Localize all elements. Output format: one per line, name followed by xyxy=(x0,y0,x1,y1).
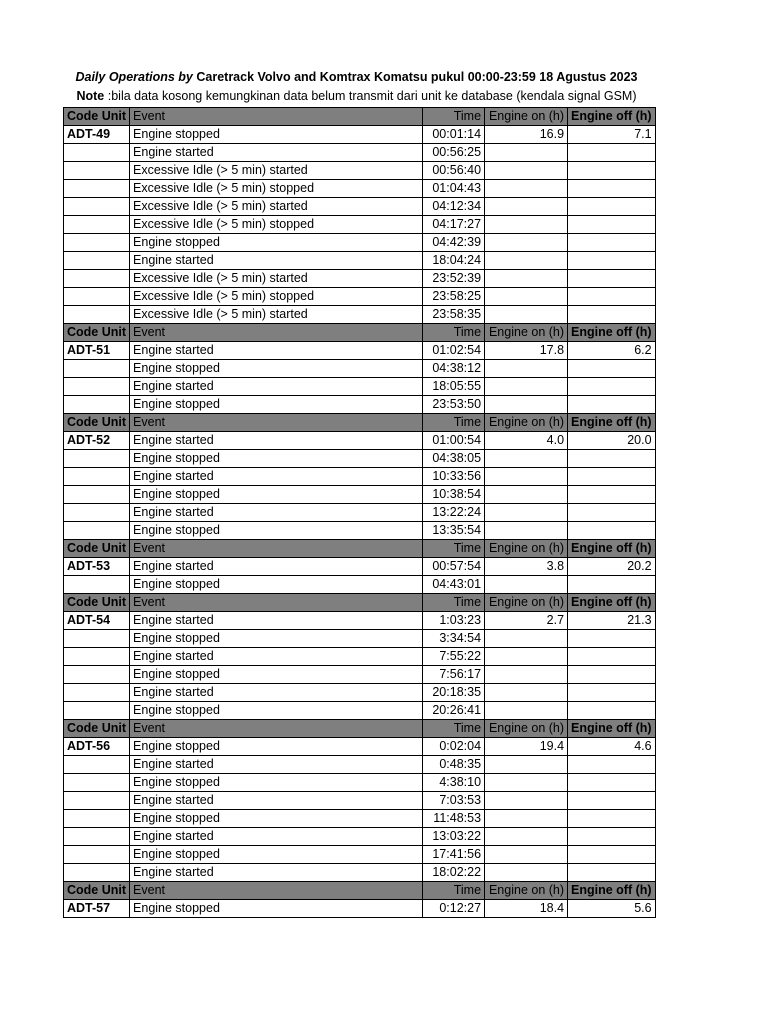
header-code-unit: Code Unit xyxy=(64,540,130,558)
engine-off-cell xyxy=(568,288,656,306)
unit-code-cell xyxy=(64,846,130,864)
event-cell: Excessive Idle (> 5 min) stopped xyxy=(130,216,423,234)
unit-code-cell xyxy=(64,666,130,684)
unit-header-row xyxy=(64,882,656,900)
unit-code-cell: ADT-54 xyxy=(64,612,130,630)
unit-code-cell xyxy=(64,630,130,648)
engine-on-cell xyxy=(485,468,568,486)
engine-on-cell xyxy=(485,756,568,774)
header-time: Time xyxy=(423,324,485,342)
engine-off-cell xyxy=(568,666,656,684)
event-cell: Excessive Idle (> 5 min) started xyxy=(130,270,423,288)
header-code-unit: Code Unit xyxy=(64,414,130,432)
event-cell: Engine started xyxy=(130,648,423,666)
engine-on-cell: 3.8 xyxy=(485,558,568,576)
event-cell: Engine stopped xyxy=(130,738,423,756)
event-row xyxy=(64,846,656,864)
engine-on-cell xyxy=(485,180,568,198)
event-cell: Engine stopped xyxy=(130,450,423,468)
engine-off-cell xyxy=(568,450,656,468)
event-row xyxy=(64,396,656,414)
event-cell: Engine stopped xyxy=(130,846,423,864)
unit-code-cell: ADT-49 xyxy=(64,126,130,144)
event-row xyxy=(64,180,656,198)
unit-code-cell xyxy=(64,450,130,468)
header-code-unit: Code Unit xyxy=(64,882,130,900)
engine-on-cell xyxy=(485,648,568,666)
engine-off-cell xyxy=(568,522,656,540)
engine-off-cell xyxy=(568,180,656,198)
time-cell: 00:56:25 xyxy=(423,144,485,162)
operations-table xyxy=(63,107,656,918)
event-cell: Engine started xyxy=(130,144,423,162)
engine-on-cell: 2.7 xyxy=(485,612,568,630)
unit-code-cell xyxy=(64,180,130,198)
event-row xyxy=(64,864,656,882)
engine-on-cell xyxy=(485,630,568,648)
event-row xyxy=(64,486,656,504)
time-cell: 04:17:27 xyxy=(423,216,485,234)
event-cell: Excessive Idle (> 5 min) started xyxy=(130,198,423,216)
time-cell: 01:04:43 xyxy=(423,180,485,198)
time-cell: 0:48:35 xyxy=(423,756,485,774)
header-engine-on: Engine on (h) xyxy=(485,414,568,432)
engine-off-cell xyxy=(568,630,656,648)
header-engine-on: Engine on (h) xyxy=(485,540,568,558)
event-row xyxy=(64,252,656,270)
engine-off-cell xyxy=(568,864,656,882)
engine-on-cell xyxy=(485,504,568,522)
engine-on-cell xyxy=(485,270,568,288)
header-code-unit: Code Unit xyxy=(64,594,130,612)
engine-off-cell xyxy=(568,252,656,270)
time-cell: 20:26:41 xyxy=(423,702,485,720)
time-cell: 23:58:35 xyxy=(423,306,485,324)
time-cell: 4:38:10 xyxy=(423,774,485,792)
time-cell: 13:03:22 xyxy=(423,828,485,846)
unit-code-cell xyxy=(64,396,130,414)
header-time: Time xyxy=(423,414,485,432)
engine-on-cell: 18.4 xyxy=(485,900,568,918)
engine-on-cell: 19.4 xyxy=(485,738,568,756)
event-row xyxy=(64,666,656,684)
time-cell: 04:43:01 xyxy=(423,576,485,594)
header-time: Time xyxy=(423,108,485,126)
unit-header-row xyxy=(64,324,656,342)
time-cell: 18:05:55 xyxy=(423,378,485,396)
engine-on-cell xyxy=(485,360,568,378)
engine-on-cell xyxy=(485,684,568,702)
time-cell: 04:38:05 xyxy=(423,450,485,468)
unit-header-row xyxy=(64,414,656,432)
header-event: Event xyxy=(130,594,423,612)
event-row xyxy=(64,126,656,144)
header-event: Event xyxy=(130,540,423,558)
event-row xyxy=(64,792,656,810)
engine-off-cell xyxy=(568,144,656,162)
unit-header-row xyxy=(64,540,656,558)
engine-on-cell xyxy=(485,450,568,468)
event-row xyxy=(64,684,656,702)
engine-on-cell xyxy=(485,864,568,882)
engine-on-cell xyxy=(485,378,568,396)
unit-code-cell xyxy=(64,756,130,774)
engine-on-cell xyxy=(485,162,568,180)
header-code-unit: Code Unit xyxy=(64,108,130,126)
time-cell: 11:48:53 xyxy=(423,810,485,828)
time-cell: 0:02:04 xyxy=(423,738,485,756)
time-cell: 3:34:54 xyxy=(423,630,485,648)
time-cell: 10:38:54 xyxy=(423,486,485,504)
header-event: Event xyxy=(130,324,423,342)
event-row xyxy=(64,468,656,486)
engine-off-cell xyxy=(568,648,656,666)
event-row xyxy=(64,378,656,396)
event-cell: Excessive Idle (> 5 min) stopped xyxy=(130,180,423,198)
engine-off-cell xyxy=(568,486,656,504)
engine-off-cell xyxy=(568,684,656,702)
engine-off-cell: 5.6 xyxy=(568,900,656,918)
event-cell: Engine stopped xyxy=(130,234,423,252)
time-cell: 00:56:40 xyxy=(423,162,485,180)
unit-code-cell xyxy=(64,684,130,702)
engine-off-cell xyxy=(568,360,656,378)
time-cell: 17:41:56 xyxy=(423,846,485,864)
engine-on-cell xyxy=(485,306,568,324)
event-cell: Engine started xyxy=(130,792,423,810)
time-cell: 18:04:24 xyxy=(423,252,485,270)
time-cell: 13:35:54 xyxy=(423,522,485,540)
event-row xyxy=(64,216,656,234)
engine-on-cell xyxy=(485,198,568,216)
time-cell: 18:02:22 xyxy=(423,864,485,882)
engine-on-cell xyxy=(485,576,568,594)
engine-off-cell xyxy=(568,756,656,774)
header-engine-on: Engine on (h) xyxy=(485,594,568,612)
event-cell: Engine stopped xyxy=(130,666,423,684)
unit-code-cell xyxy=(64,522,130,540)
time-cell: 1:03:23 xyxy=(423,612,485,630)
engine-off-cell: 4.6 xyxy=(568,738,656,756)
event-cell: Engine stopped xyxy=(130,900,423,918)
engine-on-cell xyxy=(485,396,568,414)
time-cell: 01:00:54 xyxy=(423,432,485,450)
engine-on-cell xyxy=(485,522,568,540)
event-row xyxy=(64,288,656,306)
header-engine-off: Engine off (h) xyxy=(568,324,656,342)
header-engine-off: Engine off (h) xyxy=(568,108,656,126)
engine-off-cell xyxy=(568,396,656,414)
engine-off-cell xyxy=(568,702,656,720)
unit-code-cell xyxy=(64,216,130,234)
event-cell: Engine stopped xyxy=(130,126,423,144)
unit-header-row xyxy=(64,594,656,612)
event-cell: Engine stopped xyxy=(130,774,423,792)
unit-code-cell xyxy=(64,648,130,666)
engine-on-cell: 17.8 xyxy=(485,342,568,360)
unit-code-cell xyxy=(64,234,130,252)
event-cell: Engine started xyxy=(130,828,423,846)
event-cell: Engine started xyxy=(130,756,423,774)
unit-code-cell xyxy=(64,378,130,396)
time-cell: 0:12:27 xyxy=(423,900,485,918)
header-engine-off: Engine off (h) xyxy=(568,540,656,558)
unit-code-cell xyxy=(64,774,130,792)
report-title xyxy=(64,70,649,84)
operations-table-body xyxy=(64,108,656,918)
unit-code-cell xyxy=(64,306,130,324)
engine-on-cell xyxy=(485,288,568,306)
unit-code-cell: ADT-52 xyxy=(64,432,130,450)
engine-on-cell xyxy=(485,774,568,792)
engine-off-cell xyxy=(568,234,656,252)
engine-off-cell xyxy=(568,846,656,864)
unit-code-cell xyxy=(64,504,130,522)
engine-on-cell xyxy=(485,702,568,720)
engine-off-cell xyxy=(568,270,656,288)
header-event: Event xyxy=(130,882,423,900)
event-cell: Engine started xyxy=(130,468,423,486)
event-cell: Engine started xyxy=(130,504,423,522)
time-cell: 04:42:39 xyxy=(423,234,485,252)
engine-on-cell xyxy=(485,216,568,234)
event-row xyxy=(64,900,656,918)
engine-on-cell: 4.0 xyxy=(485,432,568,450)
engine-off-cell: 7.1 xyxy=(568,126,656,144)
unit-header-row xyxy=(64,108,656,126)
header-engine-off: Engine off (h) xyxy=(568,882,656,900)
event-row xyxy=(64,144,656,162)
engine-off-cell xyxy=(568,216,656,234)
engine-on-cell xyxy=(485,792,568,810)
time-cell: 04:38:12 xyxy=(423,360,485,378)
event-cell: Engine stopped xyxy=(130,360,423,378)
event-cell: Engine started xyxy=(130,432,423,450)
time-cell: 04:12:34 xyxy=(423,198,485,216)
event-row xyxy=(64,270,656,288)
event-row xyxy=(64,450,656,468)
engine-off-cell: 6.2 xyxy=(568,342,656,360)
header-time: Time xyxy=(423,882,485,900)
header-time: Time xyxy=(423,720,485,738)
event-row xyxy=(64,234,656,252)
engine-on-cell xyxy=(485,252,568,270)
unit-code-cell xyxy=(64,162,130,180)
event-cell: Excessive Idle (> 5 min) stopped xyxy=(130,288,423,306)
event-cell: Engine started xyxy=(130,342,423,360)
engine-off-cell: 20.0 xyxy=(568,432,656,450)
event-cell: Engine stopped xyxy=(130,522,423,540)
event-row xyxy=(64,432,656,450)
header-engine-off: Engine off (h) xyxy=(568,720,656,738)
event-row xyxy=(64,342,656,360)
engine-off-cell xyxy=(568,162,656,180)
event-cell: Engine stopped xyxy=(130,810,423,828)
unit-code-cell xyxy=(64,828,130,846)
unit-code-cell xyxy=(64,252,130,270)
event-cell: Engine stopped xyxy=(130,702,423,720)
event-row xyxy=(64,504,656,522)
unit-code-cell xyxy=(64,792,130,810)
time-cell: 10:33:56 xyxy=(423,468,485,486)
event-cell: Engine started xyxy=(130,558,423,576)
time-cell: 00:01:14 xyxy=(423,126,485,144)
header-engine-on: Engine on (h) xyxy=(485,108,568,126)
engine-off-cell: 21.3 xyxy=(568,612,656,630)
header-event: Event xyxy=(130,414,423,432)
engine-on-cell xyxy=(485,486,568,504)
header-engine-off: Engine off (h) xyxy=(568,594,656,612)
event-row xyxy=(64,810,656,828)
unit-code-cell xyxy=(64,810,130,828)
unit-code-cell xyxy=(64,468,130,486)
event-row xyxy=(64,306,656,324)
unit-code-cell xyxy=(64,288,130,306)
time-cell: 20:18:35 xyxy=(423,684,485,702)
event-row xyxy=(64,576,656,594)
report-note xyxy=(64,89,649,103)
engine-off-cell xyxy=(568,504,656,522)
time-cell: 23:52:39 xyxy=(423,270,485,288)
unit-code-cell: ADT-51 xyxy=(64,342,130,360)
engine-on-cell xyxy=(485,144,568,162)
event-cell: Engine started xyxy=(130,612,423,630)
unit-code-cell xyxy=(64,198,130,216)
event-cell: Engine started xyxy=(130,378,423,396)
report-title-rest: Caretrack Volvo and Komtrax Komatsu pukul 00:00-23:59 18 Agustus 2023 xyxy=(192,70,638,84)
engine-on-cell xyxy=(485,846,568,864)
unit-code-cell xyxy=(64,486,130,504)
event-cell: Engine started xyxy=(130,252,423,270)
event-cell: Engine started xyxy=(130,684,423,702)
note-label: Note xyxy=(76,89,105,103)
header-engine-off: Engine off (h) xyxy=(568,414,656,432)
engine-off-cell: 20.2 xyxy=(568,558,656,576)
engine-on-cell: 16.9 xyxy=(485,126,568,144)
engine-on-cell xyxy=(485,666,568,684)
time-cell: 13:22:24 xyxy=(423,504,485,522)
engine-on-cell xyxy=(485,810,568,828)
engine-off-cell xyxy=(568,792,656,810)
unit-code-cell xyxy=(64,864,130,882)
unit-code-cell xyxy=(64,270,130,288)
engine-on-cell xyxy=(485,828,568,846)
unit-code-cell xyxy=(64,360,130,378)
event-row xyxy=(64,702,656,720)
engine-off-cell xyxy=(568,378,656,396)
time-cell: 7:55:22 xyxy=(423,648,485,666)
header-engine-on: Engine on (h) xyxy=(485,720,568,738)
header-time: Time xyxy=(423,594,485,612)
event-row xyxy=(64,522,656,540)
engine-off-cell xyxy=(568,468,656,486)
engine-off-cell xyxy=(568,306,656,324)
event-row xyxy=(64,162,656,180)
event-cell: Engine started xyxy=(130,864,423,882)
unit-code-cell xyxy=(64,576,130,594)
note-text: :bila data kosong kemungkinan data belum transmit dari unit ke database (kendala signal GSM) xyxy=(104,89,637,103)
engine-off-cell xyxy=(568,576,656,594)
event-row xyxy=(64,738,656,756)
engine-on-cell xyxy=(485,234,568,252)
header-engine-on: Engine on (h) xyxy=(485,882,568,900)
time-cell: 7:03:53 xyxy=(423,792,485,810)
unit-code-cell xyxy=(64,702,130,720)
engine-off-cell xyxy=(568,828,656,846)
unit-code-cell: ADT-57 xyxy=(64,900,130,918)
event-row xyxy=(64,360,656,378)
unit-header-row xyxy=(64,720,656,738)
event-row xyxy=(64,198,656,216)
time-cell: 23:58:25 xyxy=(423,288,485,306)
unit-code-cell xyxy=(64,144,130,162)
event-row xyxy=(64,612,656,630)
header-code-unit: Code Unit xyxy=(64,720,130,738)
header-event: Event xyxy=(130,108,423,126)
event-cell: Excessive Idle (> 5 min) started xyxy=(130,306,423,324)
event-row xyxy=(64,828,656,846)
event-cell: Excessive Idle (> 5 min) started xyxy=(130,162,423,180)
time-cell: 7:56:17 xyxy=(423,666,485,684)
time-cell: 23:53:50 xyxy=(423,396,485,414)
event-row xyxy=(64,756,656,774)
unit-code-cell: ADT-56 xyxy=(64,738,130,756)
engine-off-cell xyxy=(568,198,656,216)
header-code-unit: Code Unit xyxy=(64,324,130,342)
event-cell: Engine stopped xyxy=(130,486,423,504)
engine-off-cell xyxy=(568,810,656,828)
event-cell: Engine stopped xyxy=(130,396,423,414)
event-cell: Engine stopped xyxy=(130,576,423,594)
event-row xyxy=(64,774,656,792)
event-row xyxy=(64,630,656,648)
event-row xyxy=(64,558,656,576)
engine-off-cell xyxy=(568,774,656,792)
event-cell: Engine stopped xyxy=(130,630,423,648)
event-row xyxy=(64,648,656,666)
time-cell: 00:57:54 xyxy=(423,558,485,576)
header-time: Time xyxy=(423,540,485,558)
unit-code-cell: ADT-53 xyxy=(64,558,130,576)
time-cell: 01:02:54 xyxy=(423,342,485,360)
report-title-lead: Daily Operations by xyxy=(75,70,193,84)
header-engine-on: Engine on (h) xyxy=(485,324,568,342)
header-event: Event xyxy=(130,720,423,738)
